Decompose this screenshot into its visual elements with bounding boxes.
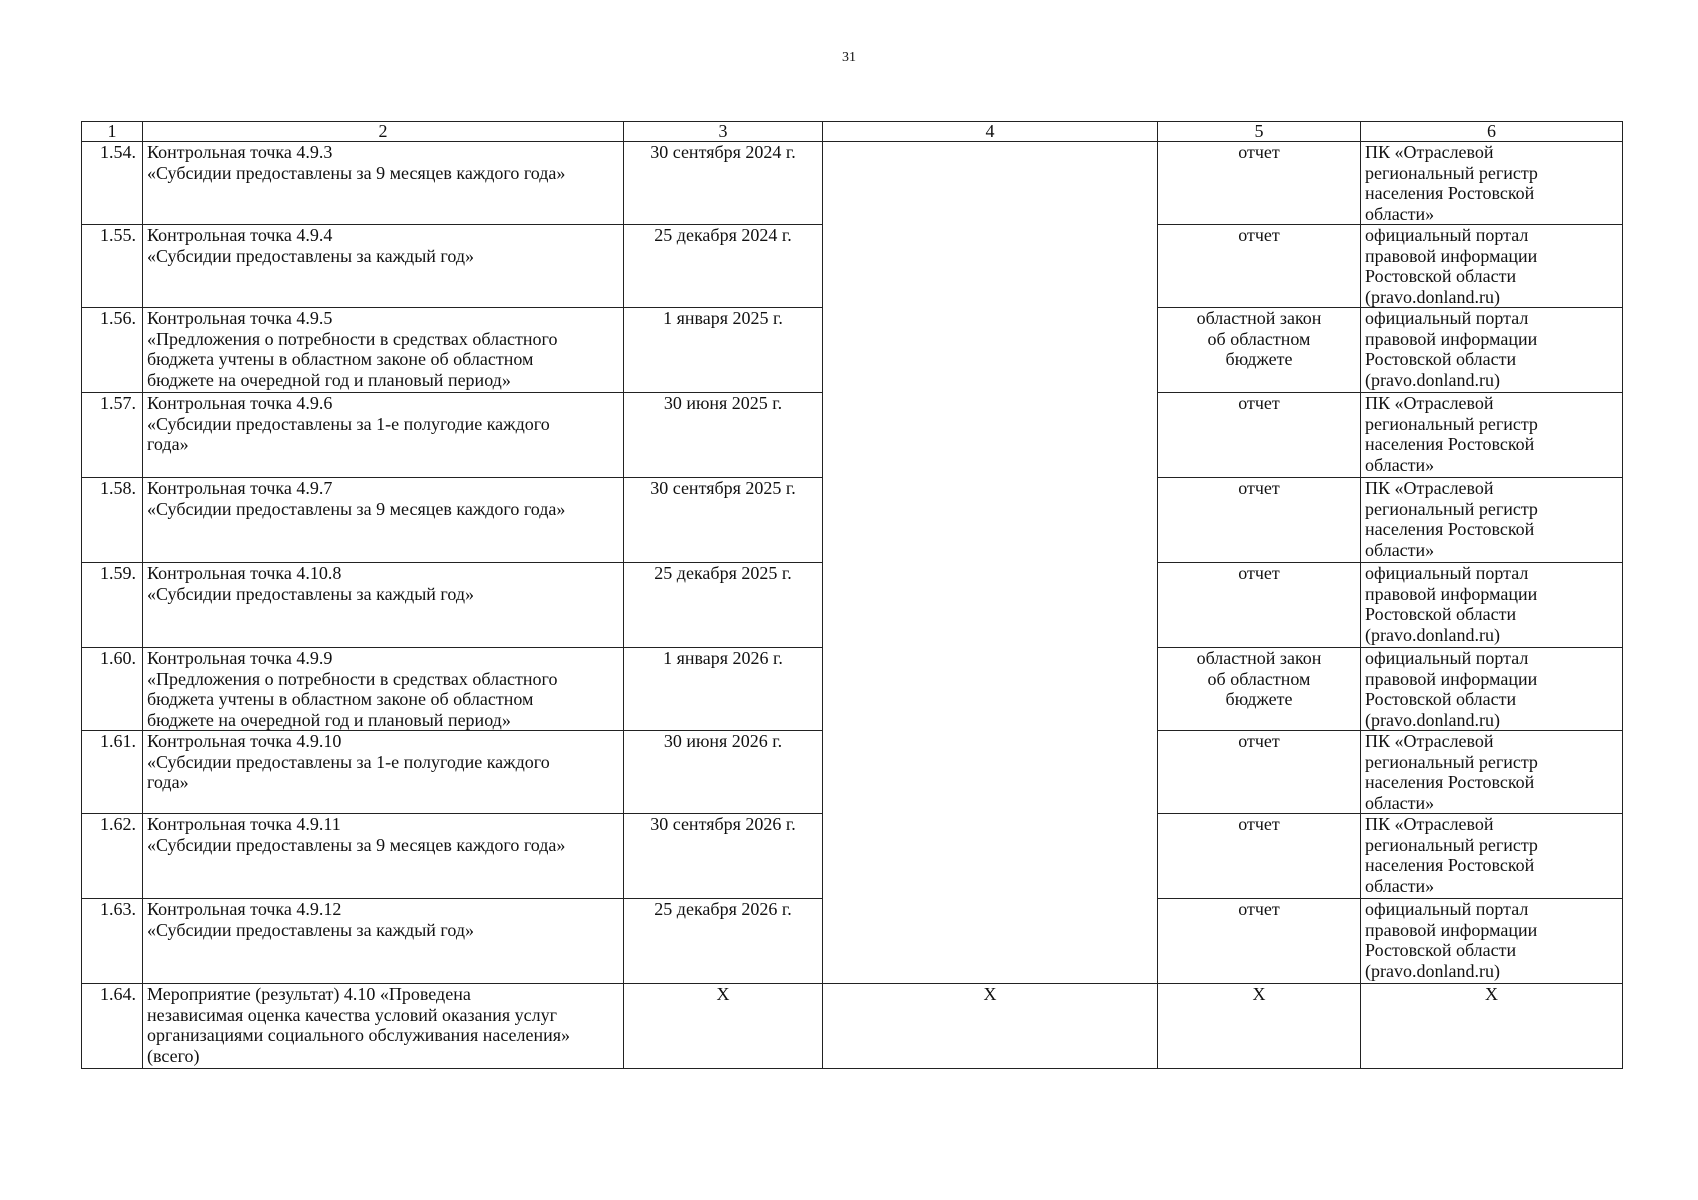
table-row xyxy=(82,984,1623,1069)
column-header: 4 xyxy=(823,122,1158,142)
row-number: 1.56. xyxy=(82,308,143,393)
row-responsible-merged xyxy=(823,142,1158,984)
row-number: 1.58. xyxy=(82,478,143,563)
table-row xyxy=(82,142,1623,225)
row-document-type: отчет xyxy=(1158,142,1361,225)
row-source: ПК «Отраслевой региональный регистр населения Ростовской области» xyxy=(1361,731,1623,814)
row-source: официальный портал правовой информации Ростовской области (pravo.donland.ru) xyxy=(1361,225,1623,308)
row-title: Контрольная точка 4.10.8 «Субсидии предоставлены за каждый год» xyxy=(143,563,624,648)
column-header: 2 xyxy=(143,122,624,142)
row-document-type: отчет xyxy=(1158,393,1361,478)
row-date: 25 декабря 2024 г. xyxy=(624,225,823,308)
row-title: Контрольная точка 4.9.10 «Субсидии предоставлены за 1-е полугодие каждого года» xyxy=(143,731,624,814)
row-document-type: отчет xyxy=(1158,814,1361,899)
table-header-row xyxy=(82,122,1623,142)
row-source: ПК «Отраслевой региональный регистр населения Ростовской области» xyxy=(1361,814,1623,899)
row-date: 30 сентября 2025 г. xyxy=(624,478,823,563)
row-date: 30 июня 2025 г. xyxy=(624,393,823,478)
row-title: Контрольная точка 4.9.3 «Субсидии предоставлены за 9 месяцев каждого года» xyxy=(143,142,624,225)
row-number: 1.54. xyxy=(82,142,143,225)
row-document-type: отчет xyxy=(1158,225,1361,308)
row-number: 1.62. xyxy=(82,814,143,899)
row-document-type: отчет xyxy=(1158,731,1361,814)
row-number: 1.60. xyxy=(82,648,143,731)
row-date: 1 января 2025 г. xyxy=(624,308,823,393)
row-title: Контрольная точка 4.9.9 «Предложения о потребности в средствах областного бюджета учтены в областном законе об областном бюджете на очередной год и плановый период» xyxy=(143,648,624,731)
column-header: 1 xyxy=(82,122,143,142)
row-number: 1.55. xyxy=(82,225,143,308)
row-source: ПК «Отраслевой региональный регистр населения Ростовской области» xyxy=(1361,478,1623,563)
row-source: официальный портал правовой информации Ростовской области (pravo.donland.ru) xyxy=(1361,899,1623,984)
row-date: 30 июня 2026 г. xyxy=(624,731,823,814)
row-date: 30 сентября 2024 г. xyxy=(624,142,823,225)
column-header: 3 xyxy=(624,122,823,142)
row-source: официальный портал правовой информации Ростовской области (pravo.donland.ru) xyxy=(1361,308,1623,393)
row-source: официальный портал правовой информации Ростовской области (pravo.donland.ru) xyxy=(1361,563,1623,648)
row-source: официальный портал правовой информации Ростовской области (pravo.donland.ru) xyxy=(1361,648,1623,731)
row-source: ПК «Отраслевой региональный регистр населения Ростовской области» xyxy=(1361,142,1623,225)
column-header: 5 xyxy=(1158,122,1361,142)
row-date: 30 сентября 2026 г. xyxy=(624,814,823,899)
column-header: 6 xyxy=(1361,122,1623,142)
row-title: Мероприятие (результат) 4.10 «Проведена независимая оценка качества условий оказания услуг организациями социального обслуживания населения» (всего) xyxy=(143,984,624,1069)
row-number: 1.63. xyxy=(82,899,143,984)
row-document-type: областной закон об областном бюджете xyxy=(1158,648,1361,731)
row-source: Х xyxy=(1361,984,1623,1069)
row-date: 25 декабря 2025 г. xyxy=(624,563,823,648)
control-points-table xyxy=(81,121,1623,1069)
row-title: Контрольная точка 4.9.4 «Субсидии предоставлены за каждый год» xyxy=(143,225,624,308)
row-title: Контрольная точка 4.9.7 «Субсидии предоставлены за 9 месяцев каждого года» xyxy=(143,478,624,563)
row-document-type: Х xyxy=(1158,984,1361,1069)
row-title: Контрольная точка 4.9.6 «Субсидии предоставлены за 1-е полугодие каждого года» xyxy=(143,393,624,478)
row-source: ПК «Отраслевой региональный регистр населения Ростовской области» xyxy=(1361,393,1623,478)
row-number: 1.59. xyxy=(82,563,143,648)
row-title: Контрольная точка 4.9.11 «Субсидии предоставлены за 9 месяцев каждого года» xyxy=(143,814,624,899)
row-number: 1.64. xyxy=(82,984,143,1069)
row-title: Контрольная точка 4.9.5 «Предложения о потребности в средствах областного бюджета учтены в областном законе об областном бюджете на очередной год и плановый период» xyxy=(143,308,624,393)
row-date: Х xyxy=(624,984,823,1069)
row-date: 25 декабря 2026 г. xyxy=(624,899,823,984)
row-responsible: Х xyxy=(823,984,1158,1069)
row-document-type: областной закон об областном бюджете xyxy=(1158,308,1361,393)
row-title: Контрольная точка 4.9.12 «Субсидии предоставлены за каждый год» xyxy=(143,899,624,984)
row-document-type: отчет xyxy=(1158,563,1361,648)
row-date: 1 января 2026 г. xyxy=(624,648,823,731)
page-number: 31 xyxy=(842,50,856,65)
row-number: 1.61. xyxy=(82,731,143,814)
row-document-type: отчет xyxy=(1158,478,1361,563)
row-number: 1.57. xyxy=(82,393,143,478)
row-document-type: отчет xyxy=(1158,899,1361,984)
